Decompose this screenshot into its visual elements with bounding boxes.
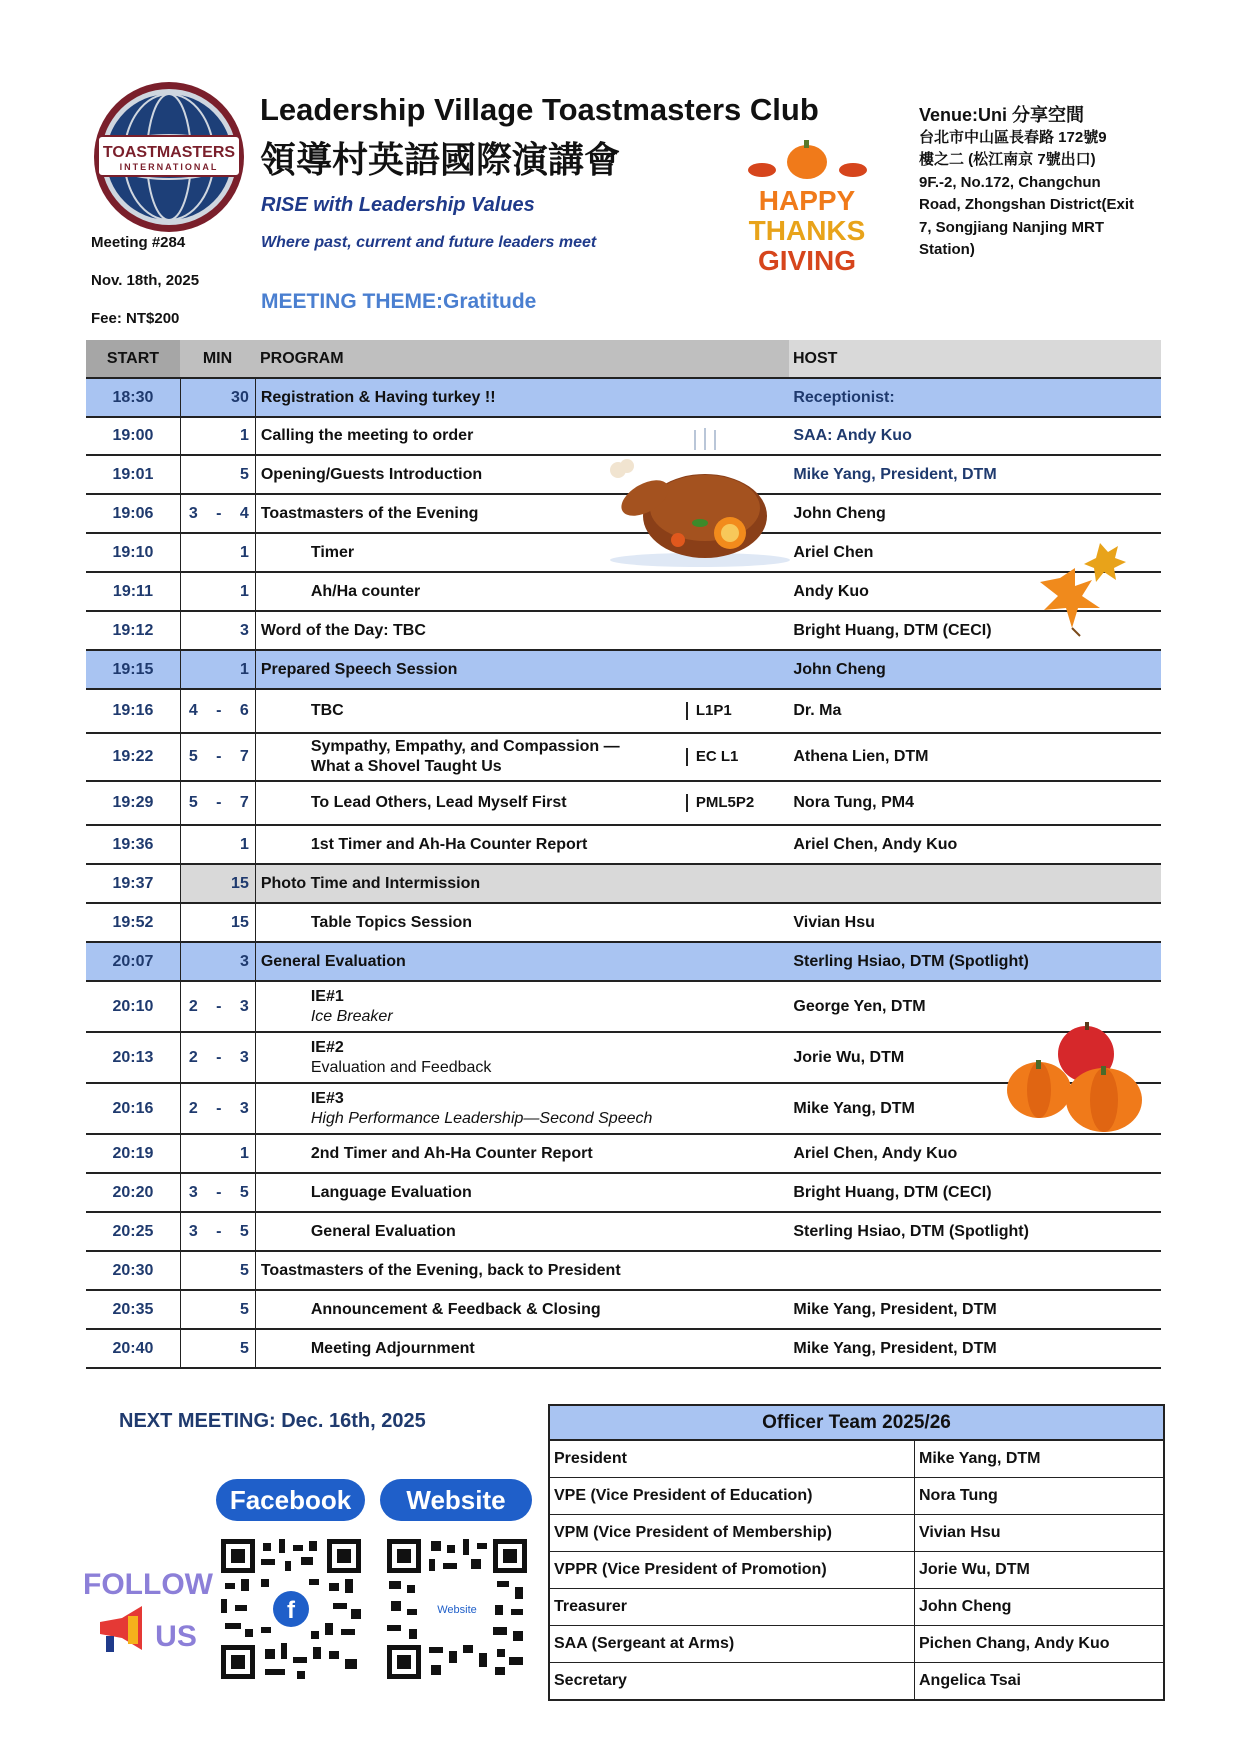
row-start: 20:30 <box>86 1252 181 1289</box>
row-min: 1 <box>181 534 256 571</box>
row-host: John Cheng <box>793 660 886 678</box>
row-program: Announcement & Feedback & Closing <box>310 1300 601 1318</box>
agenda-row <box>86 1252 1161 1291</box>
pumpkins-apple-decoration <box>1004 1022 1144 1132</box>
header-start: START <box>86 340 180 377</box>
club-name-zh: 領導村英語國際演講會 <box>260 140 621 181</box>
officer-role: VPPR (Vice President of Promotion) <box>550 1552 915 1588</box>
officer-table <box>548 1404 1165 1701</box>
min-from: 3 <box>188 1183 198 1201</box>
row-program: IE#1 <box>310 987 344 1005</box>
row-start: 19:36 <box>86 826 181 863</box>
row-program: Opening/Guests Introduction <box>260 465 483 483</box>
row-start: 19:52 <box>86 904 181 941</box>
row-host: Andy Kuo <box>793 582 869 600</box>
maple-leaves-decoration <box>1030 538 1130 638</box>
agenda-row: 19:06 3 - 4 Toastmasters of the Evening John Cheng <box>86 495 1161 534</box>
row-program: Word of the Day: TBC <box>260 621 426 639</box>
row-start: 20:19 <box>86 1135 181 1172</box>
agenda-row <box>86 573 1161 612</box>
row-host: Mike Yang, DTM <box>793 1099 915 1117</box>
row-start: 19:15 <box>86 651 181 688</box>
header-program: PROGRAM <box>255 340 789 377</box>
min-to: 7 <box>239 794 249 811</box>
row-program: Registration & Having turkey !! <box>260 388 496 406</box>
min-from: 3 <box>188 1222 198 1240</box>
min-to: 4 <box>239 504 249 522</box>
officer-row <box>550 1515 1163 1552</box>
row-start: 19:10 <box>86 534 181 571</box>
row-program: Meeting Adjournment <box>310 1339 475 1357</box>
min-from: 3 <box>188 504 198 522</box>
happy-thanksgiving-graphic <box>740 140 875 280</box>
officer-name: Nora Tung <box>919 1487 998 1504</box>
officer-name: Mike Yang, DTM <box>919 1450 1041 1467</box>
row-start: 19:22 <box>86 734 181 780</box>
min-from: 5 <box>188 748 198 765</box>
agenda-row <box>86 904 1161 943</box>
row-program: Timer <box>310 543 355 561</box>
venue-line: 7, Songjiang Nanjing MRT <box>919 218 1104 236</box>
website-qr-code[interactable] <box>387 1539 527 1679</box>
row-start: 19:16 <box>86 690 181 732</box>
venue-line: 樓之二 (松江南京 7號出口) <box>919 151 1096 168</box>
row-program: Sympathy, Empathy, and Compassion — <box>310 738 620 755</box>
venue-line: Station) <box>919 241 975 258</box>
row-start: 20:40 <box>86 1330 181 1367</box>
officer-row <box>550 1552 1163 1589</box>
thanks-line-1: HAPPY <box>758 185 856 216</box>
venue-line: 台北市中山區長春路 172號9 <box>919 128 1107 146</box>
row-host: Nora Tung, PM4 <box>793 794 914 811</box>
row-program: 2nd Timer and Ah-Ha Counter Report <box>310 1144 593 1162</box>
officer-name: Angelica Tsai <box>919 1672 1021 1689</box>
thanks-line-2: THANKS <box>748 215 866 246</box>
pathway-code: EC L1 <box>686 748 739 766</box>
min-to: 3 <box>239 1048 249 1066</box>
row-program: Prepared Speech Session <box>260 660 458 678</box>
row-start: 20:35 <box>86 1291 181 1328</box>
row-host: Sterling Hsiao, DTM (Spotlight) <box>793 952 1029 970</box>
row-host: Athena Lien, DTM <box>793 748 929 765</box>
agenda-row: 19:22 5 - 7 Sympathy, Empathy, and Compassion — What a Shovel Taught Us EC L1 Athena Lien, DTM <box>86 734 1161 782</box>
min-to: 6 <box>239 702 249 719</box>
meeting-date: Nov. 18th, 2025 <box>91 272 200 289</box>
officer-name: John Cheng <box>919 1598 1012 1615</box>
row-start: 19:00 <box>86 418 181 454</box>
row-start: 19:29 <box>86 782 181 824</box>
toastmasters-logo <box>92 80 246 234</box>
row-program: Language Evaluation <box>310 1183 472 1201</box>
min-to: 5 <box>239 1183 249 1201</box>
min-to: 3 <box>239 1099 249 1117</box>
row-start: 20:25 <box>86 1213 181 1250</box>
row-start: 19:01 <box>86 456 181 493</box>
row-min: 30 <box>181 379 256 416</box>
header-host: HOST <box>789 340 1161 377</box>
agenda-row <box>86 651 1161 690</box>
row-program: General Evaluation <box>260 952 406 970</box>
officer-row <box>550 1663 1163 1699</box>
officer-row <box>550 1626 1163 1663</box>
officer-row <box>550 1589 1163 1626</box>
min-from: 5 <box>188 794 198 811</box>
svg-text:f: f <box>287 1597 295 1624</box>
row-min: 15 <box>181 865 256 902</box>
row-min: 3 <box>181 612 256 649</box>
row-program: Toastmasters of the Evening, back to President <box>260 1261 621 1279</box>
venue-line: 9F.-2, No.172, Changchun <box>919 173 1101 191</box>
row-start: 19:06 <box>86 495 181 532</box>
venue-line: Road, Zhongshan District(Exit <box>919 196 1135 213</box>
row-host: Ariel Chen <box>793 543 874 561</box>
row-start: 20:10 <box>86 982 181 1031</box>
officer-role: VPE (Vice President of Education) <box>550 1478 915 1514</box>
row-min: 5 <box>181 1291 256 1328</box>
row-program: Table Topics Session <box>310 913 473 931</box>
agenda-row <box>86 943 1161 982</box>
min-to: 5 <box>239 1222 249 1240</box>
us-text: US <box>155 1620 197 1653</box>
officer-row <box>550 1478 1163 1515</box>
thanks-line-3: GIVING <box>757 245 857 276</box>
min-from: 2 <box>188 1048 198 1066</box>
row-min: 5 <box>181 1252 256 1289</box>
row-program: General Evaluation <box>310 1222 456 1240</box>
min-to: 7 <box>239 748 249 765</box>
officer-role: VPM (Vice President of Membership) <box>550 1515 915 1551</box>
meeting-fee: Fee: NT$200 <box>91 310 180 327</box>
facebook-button[interactable]: Facebook <box>216 1479 365 1521</box>
row-start: 20:13 <box>86 1033 181 1082</box>
logo-text-bottom: INTERNATIONAL <box>119 162 219 172</box>
officer-name: Pichen Chang, Andy Kuo <box>919 1635 1110 1652</box>
row-program: To Lead Others, Lead Myself First <box>310 794 567 811</box>
officer-name: Jorie Wu, DTM <box>919 1561 1030 1578</box>
website-button[interactable]: Website <box>380 1479 532 1521</box>
row-host: Bright Huang, DTM (CECI) <box>793 621 992 639</box>
row-host: Sterling Hsiao, DTM (Spotlight) <box>793 1222 1029 1240</box>
header-min: MIN <box>180 340 255 377</box>
logo-text-top: TOASTMASTERS <box>102 144 236 161</box>
meeting-number: Meeting #284 <box>91 234 186 251</box>
agenda-row: 20:13 2 - 3 IE#2 Evaluation and Feedback Jorie Wu, DTM <box>86 1033 1161 1084</box>
agenda-row <box>86 826 1161 865</box>
row-min: 1 <box>181 1135 256 1172</box>
row-start: 18:30 <box>86 379 181 416</box>
row-min: 1 <box>181 826 256 863</box>
row-host: Receptionist: <box>793 388 895 406</box>
row-program: TBC <box>310 702 344 719</box>
row-program: Photo Time and Intermission <box>260 874 481 892</box>
row-host: Mike Yang, President, DTM <box>793 1300 997 1318</box>
agenda-row: 19:16 4 - 6 TBC L1P1 Dr. Ma <box>86 690 1161 734</box>
min-from: 4 <box>188 702 198 719</box>
agenda-row <box>86 1330 1161 1369</box>
min-from: 2 <box>188 997 198 1015</box>
officer-table-title: Officer Team 2025/26 <box>550 1406 1163 1441</box>
row-min: 15 <box>181 904 256 941</box>
min-to: 3 <box>239 997 249 1015</box>
row-program: Ah/Ha counter <box>310 582 421 600</box>
row-host: George Yen, DTM <box>793 997 926 1015</box>
agenda-row <box>86 379 1161 418</box>
min-from: 2 <box>188 1099 198 1117</box>
row-host: SAA: Andy Kuo <box>793 427 912 444</box>
agenda-row: 20:16 2 - 3 IE#3 High Performance Leadership—Second Speech Mike Yang, DTM <box>86 1084 1161 1135</box>
agenda-row <box>86 865 1161 904</box>
row-min: 5 <box>181 1330 256 1367</box>
row-host: Bright Huang, DTM (CECI) <box>793 1183 992 1201</box>
agenda-row: 19:29 5 - 7 To Lead Others, Lead Myself First PML5P2 Nora Tung, PM4 <box>86 782 1161 826</box>
venue-title: Venue:Uni 分享空間 <box>919 105 1085 125</box>
row-host: Ariel Chen, Andy Kuo <box>793 1144 958 1162</box>
row-host: Dr. Ma <box>793 702 842 719</box>
tagline: RISE with Leadership Values <box>261 194 535 216</box>
venue-block <box>919 104 1179 262</box>
row-program-line2: What a Shovel Taught Us <box>310 758 502 775</box>
row-host: Mike Yang, President, DTM <box>793 465 997 483</box>
officer-row <box>550 1441 1163 1478</box>
agenda-header <box>86 340 1161 377</box>
row-min: 1 <box>181 573 256 610</box>
row-start: 20:07 <box>86 943 181 980</box>
row-program-line2: Ice Breaker <box>310 1007 393 1025</box>
row-program-line2: Evaluation and Feedback <box>310 1058 492 1076</box>
row-host: Ariel Chen, Andy Kuo <box>793 835 958 853</box>
row-host: John Cheng <box>793 504 886 522</box>
row-program: 1st Timer and Ah-Ha Counter Report <box>310 835 588 853</box>
row-host <box>789 1252 1161 1289</box>
row-host: Jorie Wu, DTM <box>793 1048 905 1066</box>
officer-role: Secretary <box>550 1663 915 1699</box>
row-program: IE#2 <box>310 1038 344 1056</box>
meeting-theme: MEETING THEME:Gratitude <box>261 290 537 313</box>
follow-text: FOLLOW <box>83 1568 213 1601</box>
agenda-row <box>86 1291 1161 1330</box>
row-start: 19:37 <box>86 865 181 902</box>
row-program: IE#3 <box>310 1089 344 1107</box>
row-host: Mike Yang, President, DTM <box>793 1339 997 1357</box>
pathway-code: L1P1 <box>686 702 732 720</box>
row-start: 20:20 <box>86 1174 181 1211</box>
agenda-row: 20:25 3 - 5 General Evaluation Sterling Hsiao, DTM (Spotlight) <box>86 1213 1161 1252</box>
officer-role: President <box>550 1441 915 1477</box>
row-host: Vivian Hsu <box>793 913 875 931</box>
row-min: 3 <box>181 943 256 980</box>
pathway-code: PML5P2 <box>686 794 754 812</box>
officer-name: Vivian Hsu <box>919 1524 1001 1541</box>
sub-tagline: Where past, current and future leaders meet <box>261 234 597 251</box>
row-start: 20:16 <box>86 1084 181 1133</box>
agenda-row: 20:20 3 - 5 Language Evaluation Bright Huang, DTM (CECI) <box>86 1174 1161 1213</box>
agenda-row: 20:10 2 - 3 IE#1 Ice Breaker George Yen, DTM <box>86 982 1161 1033</box>
row-start: 19:12 <box>86 612 181 649</box>
row-program-line2: High Performance Leadership—Second Speech <box>310 1109 653 1127</box>
row-start: 19:11 <box>86 573 181 610</box>
facebook-qr-code[interactable] <box>221 1539 361 1679</box>
row-min: 1 <box>181 651 256 688</box>
next-meeting: NEXT MEETING: Dec. 16th, 2025 <box>119 1410 426 1432</box>
row-host <box>789 865 1161 902</box>
row-program: Calling the meeting to order <box>260 427 474 444</box>
officer-role: SAA (Sergeant at Arms) <box>550 1626 915 1662</box>
qr-website-label: Website <box>437 1604 477 1616</box>
row-min: 5 <box>181 456 256 493</box>
row-program: Toastmasters of the Evening <box>260 504 479 522</box>
roast-turkey-illustration <box>590 428 790 568</box>
club-name-en: Leadership Village Toastmasters Club <box>260 92 819 127</box>
row-min: 1 <box>181 418 256 454</box>
follow-us-graphic <box>83 1560 213 1670</box>
agenda-row <box>86 1135 1161 1174</box>
officer-role: Treasurer <box>550 1589 915 1625</box>
agenda-row <box>86 612 1161 651</box>
